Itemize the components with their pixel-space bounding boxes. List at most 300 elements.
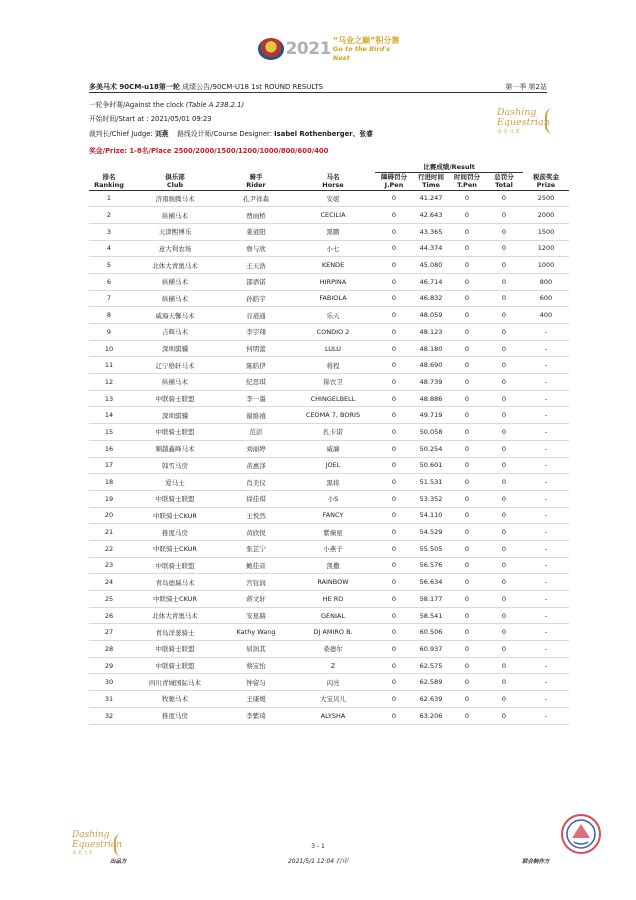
cell-tpen: 0 xyxy=(449,240,485,257)
cell-rider: 蒋文轩 xyxy=(221,591,291,608)
cell-total: 0 xyxy=(485,574,523,591)
cell-club: 青岛洋葱骑士 xyxy=(129,624,221,641)
logo-year: 2021 xyxy=(285,39,331,59)
cell-time: 50.058 xyxy=(413,424,449,441)
table-row xyxy=(89,240,569,257)
cell-jpen: 0 xyxy=(375,507,413,524)
cell-rank: 11 xyxy=(89,357,129,374)
cell-total: 0 xyxy=(485,591,523,608)
table-row xyxy=(89,424,569,441)
cell-rank: 1 xyxy=(89,190,129,207)
cell-jpen: 0 xyxy=(375,374,413,391)
cell-club: 推度马房 xyxy=(129,524,221,541)
cell-time: 54.110 xyxy=(413,507,449,524)
cell-jpen: 0 xyxy=(375,424,413,441)
cell-prize: - xyxy=(523,457,569,474)
event-emblem-icon xyxy=(258,38,284,60)
cell-horse: CONDIO 2 xyxy=(291,324,375,341)
cell-rank: 18 xyxy=(89,474,129,491)
col-rider: 骑手 Rider xyxy=(246,172,266,189)
officials: 裁判长/Chief Judge: 刘燕 路线设计师/Course Designer: Isabel Rothenberger、张睿 xyxy=(89,130,373,138)
cell-time: 60.937 xyxy=(413,641,449,658)
cell-time: 45.080 xyxy=(413,257,449,274)
cell-rider: 鲍佳音 xyxy=(221,557,291,574)
cell-horse: HIRPINA xyxy=(291,273,375,290)
cell-jpen: 0 xyxy=(375,557,413,574)
cell-total: 0 xyxy=(485,707,523,724)
cell-total: 0 xyxy=(485,290,523,307)
table-row xyxy=(89,290,569,307)
cell-rank: 15 xyxy=(89,424,129,441)
cell-time: 41.247 xyxy=(413,190,449,207)
cell-rider: 孔尹祥森 xyxy=(221,190,291,207)
cell-tpen: 0 xyxy=(449,674,485,691)
horse-head-icon xyxy=(545,108,559,134)
cell-rank: 23 xyxy=(89,557,129,574)
cell-prize: - xyxy=(523,374,569,391)
cell-prize: 1000 xyxy=(523,257,569,274)
cell-club: 顺越鑫峰马术 xyxy=(129,440,221,457)
table-row xyxy=(89,357,569,374)
cell-jpen: 0 xyxy=(375,707,413,724)
cell-club: 深圳骐骥 xyxy=(129,407,221,424)
cell-jpen: 0 xyxy=(375,407,413,424)
table-row xyxy=(89,507,569,524)
cell-prize: - xyxy=(523,424,569,441)
cell-horse: 紫薇星 xyxy=(291,524,375,541)
cell-time: 48.739 xyxy=(413,374,449,391)
table-row xyxy=(89,324,569,341)
cell-horse: 桑德尔 xyxy=(291,641,375,658)
cell-rank: 12 xyxy=(89,374,129,391)
cell-rider: 徐佳琪 xyxy=(221,490,291,507)
cell-tpen: 0 xyxy=(449,407,485,424)
cell-rank: 21 xyxy=(89,524,129,541)
cell-jpen: 0 xyxy=(375,324,413,341)
cell-rider: 蔡宝怡 xyxy=(221,657,291,674)
cell-rider: 陈皓伊 xyxy=(221,357,291,374)
cell-time: 56.634 xyxy=(413,574,449,591)
cell-rider: 姜道阳 xyxy=(221,223,291,240)
table-row xyxy=(89,257,569,274)
cell-tpen: 0 xyxy=(449,273,485,290)
cell-time: 50.254 xyxy=(413,440,449,457)
cell-rank: 31 xyxy=(89,691,129,708)
cell-club: 爱马士 xyxy=(129,474,221,491)
cell-club: 吉辉马术 xyxy=(129,324,221,341)
cell-club: 纵横马术 xyxy=(129,207,221,224)
cell-rank: 25 xyxy=(89,591,129,608)
cell-rank: 27 xyxy=(89,624,129,641)
cell-jpen: 0 xyxy=(375,207,413,224)
cell-time: 60.506 xyxy=(413,624,449,641)
cell-time: 43.365 xyxy=(413,223,449,240)
cell-club: 纵横马术 xyxy=(129,273,221,290)
cell-jpen: 0 xyxy=(375,540,413,557)
table-row xyxy=(89,624,569,641)
cell-rank: 28 xyxy=(89,641,129,658)
cell-tpen: 0 xyxy=(449,390,485,407)
cell-jpen: 0 xyxy=(375,390,413,407)
publisher-label: 出品方 xyxy=(110,859,127,865)
cell-club: 中联骑士联盟 xyxy=(129,641,221,658)
cell-jpen: 0 xyxy=(375,624,413,641)
cell-prize: - xyxy=(523,591,569,608)
cell-club: 中联骑士CKUR xyxy=(129,507,221,524)
cell-total: 0 xyxy=(485,240,523,257)
cell-time: 46.714 xyxy=(413,273,449,290)
cell-rider: 詹与欣 xyxy=(221,240,291,257)
cell-tpen: 0 xyxy=(449,374,485,391)
cell-time: 63.206 xyxy=(413,707,449,724)
cell-horse: 将程 xyxy=(291,357,375,374)
federation-seal-icon xyxy=(558,812,604,856)
cell-total: 0 xyxy=(485,324,523,341)
table-row xyxy=(89,273,569,290)
table-row xyxy=(89,390,569,407)
col-club: 俱乐部 Club xyxy=(165,172,185,189)
cell-total: 0 xyxy=(485,374,523,391)
cell-prize: - xyxy=(523,340,569,357)
cell-total: 0 xyxy=(485,557,523,574)
cell-club: 中联骑士联盟 xyxy=(129,424,221,441)
cell-club: 牧驰马术 xyxy=(129,691,221,708)
cell-rider: 王康媛 xyxy=(221,691,291,708)
cell-prize: - xyxy=(523,407,569,424)
cell-total: 0 xyxy=(485,490,523,507)
cell-club: 中联骑士联盟 xyxy=(129,557,221,574)
cell-rank: 5 xyxy=(89,257,129,274)
cell-time: 46.832 xyxy=(413,290,449,307)
cell-prize: - xyxy=(523,607,569,624)
cell-time: 48.059 xyxy=(413,307,449,324)
cell-club: 北体大青奥马术 xyxy=(129,257,221,274)
table-row xyxy=(89,407,569,424)
cell-club: 北体大青奥马术 xyxy=(129,607,221,624)
cell-total: 0 xyxy=(485,340,523,357)
cell-tpen: 0 xyxy=(449,540,485,557)
cell-club: 中联骑士联盟 xyxy=(129,490,221,507)
cell-prize: - xyxy=(523,524,569,541)
cell-horse: 乐天 xyxy=(291,307,375,324)
cell-tpen: 0 xyxy=(449,340,485,357)
dashing-footer-logo: Dashing Equestrian 多美马术 xyxy=(72,830,142,870)
cell-club: 推度马房 xyxy=(129,707,221,724)
cell-club: 威海天馨马术 xyxy=(129,307,221,324)
cell-total: 0 xyxy=(485,207,523,224)
cell-horse: GENIAL xyxy=(291,607,375,624)
cell-prize: 2000 xyxy=(523,207,569,224)
cell-rider: 刘丽婷 xyxy=(221,440,291,457)
cell-jpen: 0 xyxy=(375,607,413,624)
cell-club: 中联骑士联盟 xyxy=(129,390,221,407)
prize-line: 奖金/Prize: 1-8名/Place 2500/2000/1500/1200/1000/800/600/400 xyxy=(89,147,329,155)
cell-club: 辽宁格轩马术 xyxy=(129,357,221,374)
cell-rank: 10 xyxy=(89,340,129,357)
cell-rider: 黄惠泽 xyxy=(221,457,291,474)
cell-rank: 26 xyxy=(89,607,129,624)
results-title: 多美马术 90CM-u18第一轮 成绩公告/90CM-U18 1st ROUND RESULTS xyxy=(89,83,324,91)
cell-horse: 小燕子 xyxy=(291,540,375,557)
table-row xyxy=(89,691,569,708)
cell-rank: 9 xyxy=(89,324,129,341)
cell-jpen: 0 xyxy=(375,440,413,457)
cell-rank: 19 xyxy=(89,490,129,507)
cell-rank: 30 xyxy=(89,674,129,691)
cell-horse: CHINGELBELL xyxy=(291,390,375,407)
cell-rider: 安星赫 xyxy=(221,607,291,624)
cell-prize: 1500 xyxy=(523,223,569,240)
cell-tpen: 0 xyxy=(449,490,485,507)
cell-rank: 16 xyxy=(89,440,129,457)
cell-prize: - xyxy=(523,507,569,524)
table-row xyxy=(89,307,569,324)
cell-jpen: 0 xyxy=(375,307,413,324)
header-divider xyxy=(89,92,547,93)
table-row xyxy=(89,490,569,507)
logo-cn: “马业之巅”积分赛 xyxy=(332,35,400,45)
table-row xyxy=(89,524,569,541)
table-row xyxy=(89,591,569,608)
cell-rider: 孙皓宇 xyxy=(221,290,291,307)
table-row xyxy=(89,374,569,391)
cell-prize: 2500 xyxy=(523,190,569,207)
col-rank: 排名 Ranking xyxy=(94,172,124,189)
cell-rank: 4 xyxy=(89,240,129,257)
table-row xyxy=(89,223,569,240)
cell-club: 深圳骐骥 xyxy=(129,340,221,357)
cell-rider: 王悦然 xyxy=(221,507,291,524)
col-horse: 马名 Horse xyxy=(322,172,344,189)
cell-prize: 800 xyxy=(523,273,569,290)
cell-horse: 安妮 xyxy=(291,190,375,207)
cell-jpen: 0 xyxy=(375,457,413,474)
cell-prize: - xyxy=(523,674,569,691)
cell-club: 天津熙博乐 xyxy=(129,223,221,240)
cell-time: 62.575 xyxy=(413,657,449,674)
cell-total: 0 xyxy=(485,474,523,491)
cell-total: 0 xyxy=(485,691,523,708)
round-type: 一轮争时赛/Against the clock (Table A 238.2.1) xyxy=(89,101,245,109)
cell-horse: 黑鹏 xyxy=(291,223,375,240)
cell-jpen: 0 xyxy=(375,290,413,307)
cell-jpen: 0 xyxy=(375,273,413,290)
cell-jpen: 0 xyxy=(375,691,413,708)
cell-horse: 大宝贝儿 xyxy=(291,691,375,708)
cell-jpen: 0 xyxy=(375,490,413,507)
print-timestamp: 2021/5/1 12:04 打印 xyxy=(287,858,349,865)
cell-horse: 闪亮 xyxy=(291,674,375,691)
cell-tpen: 0 xyxy=(449,707,485,724)
cell-rider: 何明蕾 xyxy=(221,340,291,357)
cell-club: 四川青城国际马术 xyxy=(129,674,221,691)
table-row xyxy=(89,457,569,474)
cell-rider: 贾雨桥 xyxy=(221,207,291,224)
cell-total: 0 xyxy=(485,357,523,374)
cell-prize: 1200 xyxy=(523,240,569,257)
cell-prize: - xyxy=(523,641,569,658)
cell-horse: CEOMA 7, BORIS xyxy=(291,407,375,424)
table-row xyxy=(89,657,569,674)
cell-time: 62.589 xyxy=(413,674,449,691)
cell-club: 纵横马术 xyxy=(129,290,221,307)
cell-rank: 24 xyxy=(89,574,129,591)
cell-jpen: 0 xyxy=(375,257,413,274)
col-tpen: 时间罚分 T.Pen xyxy=(454,173,480,189)
cell-time: 62.639 xyxy=(413,691,449,708)
cell-prize: - xyxy=(523,707,569,724)
start-time: 开始时间/Start at : 2021/05/01 09:23 xyxy=(89,115,212,123)
cell-tpen: 0 xyxy=(449,641,485,658)
cell-rank: 8 xyxy=(89,307,129,324)
cell-prize: - xyxy=(523,657,569,674)
cell-total: 0 xyxy=(485,540,523,557)
cell-prize: - xyxy=(523,574,569,591)
cell-rank: 22 xyxy=(89,540,129,557)
table-row xyxy=(89,607,569,624)
cell-rider: 屈润其 xyxy=(221,641,291,658)
cell-horse: HE RO xyxy=(291,591,375,608)
table-row xyxy=(89,474,569,491)
cell-club: 中联骑士CKUR xyxy=(129,540,221,557)
cell-club: 中联骑士CKUR xyxy=(129,591,221,608)
cell-rider: Kathy Wang xyxy=(221,624,291,641)
event-logo xyxy=(258,36,408,62)
cell-rank: 13 xyxy=(89,390,129,407)
cell-total: 0 xyxy=(485,424,523,441)
cell-club: 纵横马术 xyxy=(129,374,221,391)
cell-tpen: 0 xyxy=(449,657,485,674)
cell-tpen: 0 xyxy=(449,507,485,524)
cell-tpen: 0 xyxy=(449,591,485,608)
cell-tpen: 0 xyxy=(449,440,485,457)
cell-tpen: 0 xyxy=(449,290,485,307)
col-time: 行进时间 Time xyxy=(418,173,444,189)
cell-rider: 李一墨 xyxy=(221,390,291,407)
table-row xyxy=(89,641,569,658)
cell-prize: 400 xyxy=(523,307,569,324)
cell-jpen: 0 xyxy=(375,357,413,374)
cell-jpen: 0 xyxy=(375,223,413,240)
cell-jpen: 0 xyxy=(375,674,413,691)
cell-rank: 20 xyxy=(89,507,129,524)
cell-tpen: 0 xyxy=(449,624,485,641)
cell-time: 48.180 xyxy=(413,340,449,357)
cell-total: 0 xyxy=(485,307,523,324)
cell-jpen: 0 xyxy=(375,641,413,658)
cell-rider: 谷道通 xyxy=(221,307,291,324)
cell-prize: - xyxy=(523,624,569,641)
cell-rider: 王天浩 xyxy=(221,257,291,274)
table-row xyxy=(89,707,569,724)
cell-horse: JOEL xyxy=(291,457,375,474)
results-table xyxy=(89,162,569,725)
cell-total: 0 xyxy=(485,657,523,674)
cell-prize: - xyxy=(523,557,569,574)
cell-horse: 小七 xyxy=(291,240,375,257)
cell-total: 0 xyxy=(485,507,523,524)
cell-total: 0 xyxy=(485,524,523,541)
cell-rider: 李宇翔 xyxy=(221,324,291,341)
cell-time: 51.531 xyxy=(413,474,449,491)
cell-horse: 凯撒 xyxy=(291,557,375,574)
cell-prize: - xyxy=(523,440,569,457)
cell-rider: 肖美仪 xyxy=(221,474,291,491)
cell-time: 50.601 xyxy=(413,457,449,474)
cell-tpen: 0 xyxy=(449,223,485,240)
cell-tpen: 0 xyxy=(449,324,485,341)
cell-horse: ALYSHA xyxy=(291,707,375,724)
season-label: 第一季 第2站 xyxy=(505,83,547,91)
cell-time: 48.886 xyxy=(413,390,449,407)
cell-horse: KENDE xyxy=(291,257,375,274)
cell-horse: 扎卡诺 xyxy=(291,424,375,441)
cell-total: 0 xyxy=(485,273,523,290)
cell-jpen: 0 xyxy=(375,190,413,207)
cell-rider: 邵语诺 xyxy=(221,273,291,290)
cell-horse: RAINBOW xyxy=(291,574,375,591)
cell-rider: 范彭 xyxy=(221,424,291,441)
cell-tpen: 0 xyxy=(449,424,485,441)
cell-jpen: 0 xyxy=(375,591,413,608)
cell-time: 48.123 xyxy=(413,324,449,341)
cell-horse: 锦衣卫 xyxy=(291,374,375,391)
cell-horse: 威廉 xyxy=(291,440,375,457)
table-row xyxy=(89,190,569,207)
cell-tpen: 0 xyxy=(449,691,485,708)
cell-horse: 黑将 xyxy=(291,474,375,491)
cell-horse: FANCY xyxy=(291,507,375,524)
cell-prize: - xyxy=(523,474,569,491)
cell-rank: 3 xyxy=(89,223,129,240)
cell-rider: 纪思琪 xyxy=(221,374,291,391)
cell-tpen: 0 xyxy=(449,474,485,491)
cell-club: 中联骑士联盟 xyxy=(129,657,221,674)
cell-prize: - xyxy=(523,691,569,708)
cell-horse: FABIOLA xyxy=(291,290,375,307)
col-prize: 税前奖金 Prize xyxy=(533,172,559,189)
cell-tpen: 0 xyxy=(449,457,485,474)
cell-jpen: 0 xyxy=(375,474,413,491)
cell-prize: 600 xyxy=(523,290,569,307)
cell-tpen: 0 xyxy=(449,607,485,624)
cell-prize: - xyxy=(523,357,569,374)
cell-horse: 小S xyxy=(291,490,375,507)
cell-time: 56.576 xyxy=(413,557,449,574)
cell-tpen: 0 xyxy=(449,524,485,541)
cell-tpen: 0 xyxy=(449,357,485,374)
cell-rider: 李紫琦 xyxy=(221,707,291,724)
cell-total: 0 xyxy=(485,390,523,407)
cell-tpen: 0 xyxy=(449,257,485,274)
cell-time: 58.177 xyxy=(413,591,449,608)
cell-horse: CECILIA xyxy=(291,207,375,224)
producer-label: 联合制作方 xyxy=(522,859,550,865)
cell-rider: 钟留匀 xyxy=(221,674,291,691)
cell-tpen: 0 xyxy=(449,574,485,591)
table-row xyxy=(89,207,569,224)
cell-total: 0 xyxy=(485,674,523,691)
cell-tpen: 0 xyxy=(449,307,485,324)
cell-prize: - xyxy=(523,390,569,407)
cell-total: 0 xyxy=(485,607,523,624)
cell-prize: - xyxy=(523,540,569,557)
cell-time: 54.529 xyxy=(413,524,449,541)
cell-rank: 32 xyxy=(89,707,129,724)
cell-rank: 14 xyxy=(89,407,129,424)
table-row xyxy=(89,574,569,591)
cell-rider: 谢維禧 xyxy=(221,407,291,424)
